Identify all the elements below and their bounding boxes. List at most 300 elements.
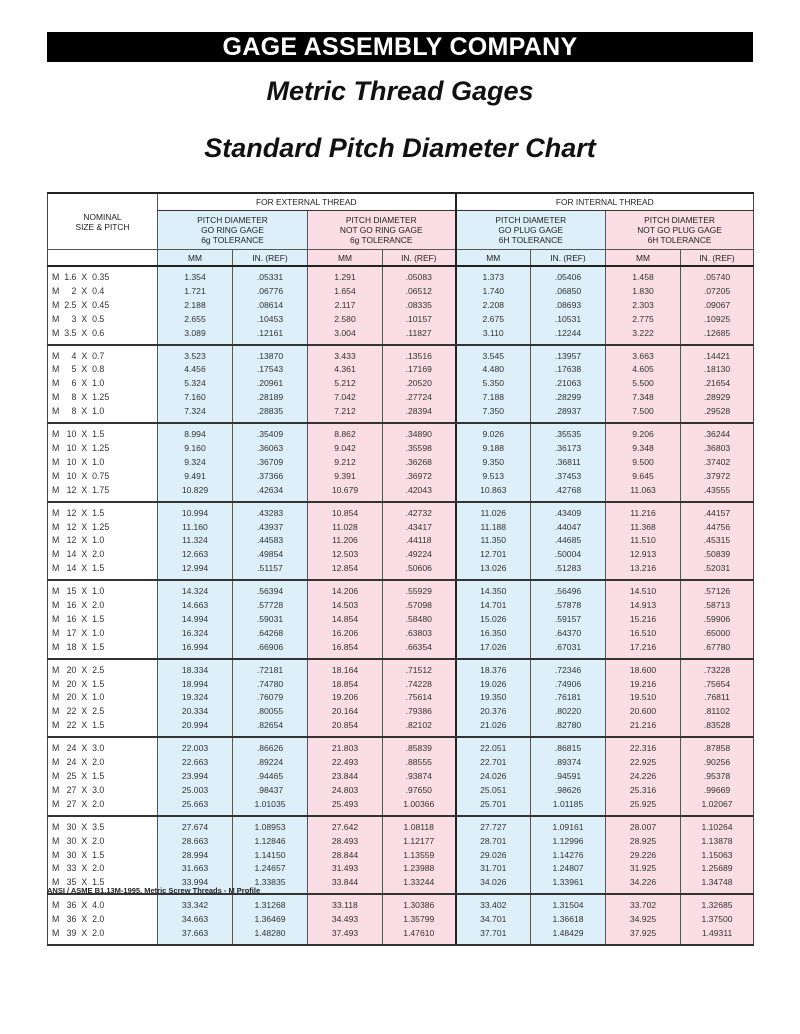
mm-value-cell: 34.701 [456,913,531,927]
mm-value-cell: 13.216 [606,562,681,580]
table-row [48,770,754,784]
table-row [48,627,754,641]
thread-size-cell: M 30 X 3.5 [52,821,105,832]
mm-value-cell: 25.316 [606,784,681,798]
table-row [48,313,754,327]
table-row [48,613,754,627]
mm-value-cell: 16.324 [158,627,233,641]
mm-value-cell: 27.642 [308,816,383,835]
inch-value-cell: .52031 [681,562,754,580]
mm-value-cell: 28.701 [456,835,531,849]
mm-value-cell: 22.701 [456,756,531,770]
thread-size-cell: M 39 X 2.0 [48,927,158,945]
inch-value-cell: .35535 [531,423,606,442]
mm-value-cell: 12.994 [158,562,233,580]
mm-value-cell: 7.212 [308,405,383,423]
mm-value-cell: 1.830 [606,285,681,299]
mm-value-cell: 1.721 [158,285,233,299]
mm-value-cell: 18.376 [456,659,531,678]
inch-value-cell: .10531 [531,313,606,327]
thread-size-cell: M 36 X 2.0 [52,914,105,925]
inch-value-cell: .75654 [681,678,754,692]
inch-value-cell: 1.14276 [531,849,606,863]
mm-value-cell: 9.188 [456,442,531,456]
mm-value-cell: 33.702 [606,894,681,913]
mm-value-cell: 19.510 [606,691,681,705]
inch-value-cell: .90256 [681,756,754,770]
mm-value-cell: 37.925 [606,927,681,945]
inch-value-cell: .37972 [681,470,754,484]
table-row [48,659,754,678]
thread-size-cell: M 18 X 1.5 [48,641,158,659]
inch-value-cell: .07205 [681,285,754,299]
thread-size-cell: M 12 X 1.25 [52,521,110,532]
table-row [48,534,754,548]
inch-value-cell: .44756 [681,521,754,535]
mm-value-cell: 27.727 [456,816,531,835]
inch-value-cell: .49854 [233,548,308,562]
inch-value-cell: .36803 [681,442,754,456]
mm-value-cell: 2.303 [606,299,681,313]
inch-value-cell: .59031 [233,613,308,627]
inch-value-cell: .55929 [383,580,456,599]
thread-size-cell: M 4 X 0.7 [52,350,105,361]
inch-value-cell: .43417 [383,521,456,535]
inch-value-cell: 1.09161 [531,816,606,835]
unit-mm-header: MM [606,250,681,267]
mm-value-cell: 11.206 [308,534,383,548]
mm-value-cell: 23.844 [308,770,383,784]
subtitle: Metric Thread Gages [266,76,534,106]
thread-size-cell: M 6 X 1.0 [52,378,105,389]
mm-value-cell: 11.368 [606,521,681,535]
mm-value-cell: 16.510 [606,627,681,641]
inch-value-cell: .66354 [383,641,456,659]
mm-value-cell: 16.350 [456,627,531,641]
inch-value-cell: .21654 [681,377,754,391]
unit-inch-header: IN. (REF) [531,250,606,267]
mm-value-cell: 11.324 [158,534,233,548]
mm-value-cell: 10.829 [158,484,233,502]
mm-value-cell: 24.803 [308,784,383,798]
table-row [48,798,754,816]
mm-value-cell: 22.051 [456,737,531,756]
inch-value-cell: .10925 [681,313,754,327]
mm-value-cell: 7.324 [158,405,233,423]
gage-group-header-line: PITCH DIAMETER [495,215,567,225]
mm-value-cell: 3.523 [158,345,233,364]
mm-value-cell: 25.663 [158,798,233,816]
inch-value-cell: .05331 [233,266,308,285]
thread-size-cell: M 8 X 1.0 [48,405,158,423]
inch-value-cell: 1.08118 [383,816,456,835]
inch-value-cell: .35598 [383,442,456,456]
inch-value-cell: .50839 [681,548,754,562]
inch-value-cell: 1.48429 [531,927,606,945]
inch-value-cell: .58713 [681,599,754,613]
inch-value-cell: .82780 [531,719,606,737]
nominal-header-line1: NOMINAL [83,211,122,222]
mm-value-cell: 2.775 [606,313,681,327]
inch-value-cell: .28394 [383,405,456,423]
mm-value-cell: 3.089 [158,327,233,345]
mm-value-cell: 4.605 [606,363,681,377]
mm-value-cell: 25.701 [456,798,531,816]
mm-value-cell: 21.026 [456,719,531,737]
mm-value-cell: 10.679 [308,484,383,502]
mm-value-cell: 25.493 [308,798,383,816]
inch-value-cell: .09067 [681,299,754,313]
mm-value-cell: 20.994 [158,719,233,737]
mm-value-cell: 5.350 [456,377,531,391]
inch-value-cell: .37402 [681,456,754,470]
chart-title: Standard Pitch Diameter Chart [204,133,596,163]
inch-value-cell: .85839 [383,737,456,756]
inch-value-cell: .36709 [233,456,308,470]
table-row [48,580,754,599]
inch-value-cell: 1.25689 [681,862,754,876]
mm-value-cell: 9.324 [158,456,233,470]
mm-value-cell: 19.216 [606,678,681,692]
inch-value-cell: 1.48280 [233,927,308,945]
mm-value-cell: 14.503 [308,599,383,613]
mm-value-cell: 3.110 [456,327,531,345]
mm-value-cell: 14.324 [158,580,233,599]
inch-value-cell: .20520 [383,377,456,391]
mm-value-cell: 2.188 [158,299,233,313]
mm-value-cell: 9.391 [308,470,383,484]
inch-value-cell: .50606 [383,562,456,580]
thread-size-cell: M 3.5 X 0.6 [48,327,158,345]
table-row [48,266,754,285]
inch-value-cell: .12244 [531,327,606,345]
gage-group-header-line: NOT GO RING GAGE [339,225,423,235]
inch-value-cell: .28835 [233,405,308,423]
inch-value-cell: .45315 [681,534,754,548]
mm-value-cell: 34.226 [606,876,681,894]
thread-size-cell: M 16 X 2.0 [52,600,105,611]
inch-value-cell: .08335 [383,299,456,313]
thread-size-cell: M 22 X 1.5 [48,719,158,737]
inch-value-cell: .13870 [233,345,308,364]
mm-value-cell: 28.844 [308,849,383,863]
mm-value-cell: 33.118 [308,894,383,913]
inch-value-cell: 1.15063 [681,849,754,863]
table-row [48,484,754,502]
inch-value-cell: 1.02067 [681,798,754,816]
inch-value-cell: 1.30386 [383,894,456,913]
table-row [48,442,754,456]
mm-value-cell: 3.545 [456,345,531,364]
table-row [48,548,754,562]
mm-value-cell: 22.316 [606,737,681,756]
inch-value-cell: .51157 [233,562,308,580]
inch-value-cell: .06512 [383,285,456,299]
inch-value-cell: .20961 [233,377,308,391]
mm-value-cell: 28.663 [158,835,233,849]
inch-value-cell: .89374 [531,756,606,770]
thread-size-cell: M 3 X 0.5 [52,313,105,324]
inch-value-cell: .64268 [233,627,308,641]
thread-size-cell: M 24 X 3.0 [52,743,105,754]
pitch-diameter-table [47,192,754,946]
mm-value-cell: 14.913 [606,599,681,613]
mm-value-cell: 1.291 [308,266,383,285]
gage-group-header [158,211,308,250]
mm-value-cell: 31.663 [158,862,233,876]
gage-group-header-line: GO RING GAGE [201,225,264,235]
mm-value-cell: 14.350 [456,580,531,599]
inch-value-cell: .36268 [383,456,456,470]
inch-value-cell: 1.33244 [383,876,456,894]
mm-value-cell: 11.510 [606,534,681,548]
inch-value-cell: .42634 [233,484,308,502]
table-row [48,562,754,580]
inch-value-cell: 1.12177 [383,835,456,849]
thread-size-cell: M 27 X 3.0 [52,784,105,795]
thread-size-cell: M 12 X 1.75 [48,484,158,502]
inch-value-cell: .36173 [531,442,606,456]
mm-value-cell: 7.350 [456,405,531,423]
mm-value-cell: 9.212 [308,456,383,470]
gage-group-header-line: 6g TOLERANCE [349,235,413,245]
mm-value-cell: 5.212 [308,377,383,391]
thread-size-cell: M 12 X 1.0 [52,535,105,546]
thread-size-cell: M 10 X 1.0 [52,456,105,467]
mm-value-cell: 10.863 [456,484,531,502]
inch-value-cell: .36244 [681,423,754,442]
thread-size-cell: M 24 X 2.0 [52,757,105,768]
unit-inch-header: IN. (REF) [233,250,308,267]
mm-value-cell: 11.216 [606,502,681,521]
thread-size-cell: M 1.6 X 0.35 [52,272,110,282]
inch-value-cell: .12161 [233,327,308,345]
inch-value-cell: .67780 [681,641,754,659]
inch-value-cell: .37453 [531,470,606,484]
table-row [48,521,754,535]
inch-value-cell: .80220 [531,705,606,719]
thread-size-cell: M 16 X 1.5 [52,613,105,624]
thread-size-cell: M 5 X 0.8 [52,364,105,375]
mm-value-cell: 1.458 [606,266,681,285]
mm-value-cell: 2.117 [308,299,383,313]
inch-value-cell: .28299 [531,391,606,405]
inch-value-cell: .57878 [531,599,606,613]
table-row [48,641,754,659]
inch-value-cell: .14421 [681,345,754,364]
unit-inch-header: IN. (REF) [681,250,754,267]
table-row [48,391,754,405]
standard-reference-footnote: ANSI / ASME B1.13M-1995, Metric Screw Threads - M Profile [47,886,261,895]
mm-value-cell: 8.994 [158,423,233,442]
inch-value-cell: .11827 [383,327,456,345]
mm-value-cell: 3.433 [308,345,383,364]
inch-value-cell: .74780 [233,678,308,692]
inch-value-cell: .66906 [233,641,308,659]
gage-group-header [456,211,606,250]
mm-value-cell: 33.994 [158,876,233,894]
inch-value-cell: .10157 [383,313,456,327]
table-row [48,299,754,313]
inch-value-cell: .10453 [233,313,308,327]
mm-value-cell: 2.675 [456,313,531,327]
table-row [48,345,754,364]
inch-value-cell: .98437 [233,784,308,798]
table-row [48,285,754,299]
thread-size-cell: M 20 X 2.5 [52,664,105,675]
thread-size-cell: M 36 X 4.0 [52,900,105,911]
inch-value-cell: .06850 [531,285,606,299]
mm-value-cell: 19.026 [456,678,531,692]
inch-value-cell: .83528 [681,719,754,737]
mm-value-cell: 14.663 [158,599,233,613]
mm-value-cell: 10.994 [158,502,233,521]
thread-size-cell: M 14 X 2.0 [52,549,105,560]
mm-value-cell: 20.600 [606,705,681,719]
table-row [48,849,754,863]
mm-value-cell: 33.402 [456,894,531,913]
mm-value-cell: 15.026 [456,613,531,627]
mm-value-cell: 18.994 [158,678,233,692]
mm-value-cell: 29.226 [606,849,681,863]
mm-value-cell: 9.491 [158,470,233,484]
mm-value-cell: 25.925 [606,798,681,816]
thread-size-cell: M 10 X 1.25 [52,442,110,453]
inch-value-cell: .42768 [531,484,606,502]
mm-value-cell: 13.026 [456,562,531,580]
mm-value-cell: 37.701 [456,927,531,945]
inch-value-cell: .59906 [681,613,754,627]
mm-value-cell: 22.493 [308,756,383,770]
mm-value-cell: 9.348 [606,442,681,456]
inch-value-cell: .57126 [681,580,754,599]
mm-value-cell: 9.645 [606,470,681,484]
inch-value-cell: .89224 [233,756,308,770]
inch-value-cell: 1.31504 [531,894,606,913]
mm-value-cell: 31.493 [308,862,383,876]
inch-value-cell: .98626 [531,784,606,798]
inch-value-cell: .05083 [383,266,456,285]
inch-value-cell: .58480 [383,613,456,627]
inch-value-cell: 1.37500 [681,913,754,927]
inch-value-cell: .44118 [383,534,456,548]
mm-value-cell: 3.222 [606,327,681,345]
inch-value-cell: 1.24657 [233,862,308,876]
mm-value-cell: 4.361 [308,363,383,377]
unit-mm-header: MM [456,250,531,267]
inch-value-cell: .76181 [531,691,606,705]
table-row [48,678,754,692]
inch-value-cell: .94591 [531,770,606,784]
inch-value-cell: .82654 [233,719,308,737]
inch-value-cell: .63803 [383,627,456,641]
mm-value-cell: 20.376 [456,705,531,719]
inch-value-cell: .80055 [233,705,308,719]
table-row [48,927,754,945]
mm-value-cell: 7.348 [606,391,681,405]
mm-value-cell: 28.925 [606,835,681,849]
mm-value-cell: 18.164 [308,659,383,678]
mm-value-cell: 11.188 [456,521,531,535]
mm-value-cell: 12.701 [456,548,531,562]
mm-value-cell: 9.042 [308,442,383,456]
inch-value-cell: .75614 [383,691,456,705]
inch-value-cell: .95378 [681,770,754,784]
thread-size-cell: M 15 X 1.0 [52,586,105,597]
mm-value-cell: 23.994 [158,770,233,784]
inch-value-cell: 1.24807 [531,862,606,876]
mm-value-cell: 9.160 [158,442,233,456]
inch-value-cell: .28929 [681,391,754,405]
thread-size-cell: M 27 X 2.0 [48,798,158,816]
mm-value-cell: 1.373 [456,266,531,285]
inch-value-cell: .44157 [681,502,754,521]
inch-value-cell: .36811 [531,456,606,470]
internal-thread-header: FOR INTERNAL THREAD [456,193,754,211]
inch-value-cell: 1.23988 [383,862,456,876]
table-row [48,719,754,737]
inch-value-cell: .44685 [531,534,606,548]
mm-value-cell: 14.994 [158,613,233,627]
inch-value-cell: .49224 [383,548,456,562]
mm-value-cell: 4.456 [158,363,233,377]
inch-value-cell: 1.49311 [681,927,754,945]
inch-value-cell: .13516 [383,345,456,364]
mm-value-cell: 24.226 [606,770,681,784]
mm-value-cell: 12.503 [308,548,383,562]
thread-size-cell: M 25 X 1.5 [52,771,105,781]
table-row [48,405,754,423]
table-row [48,835,754,849]
thread-size-cell: M 8 X 1.25 [52,392,110,403]
table-row [48,327,754,345]
inch-value-cell: .13957 [531,345,606,364]
inch-value-cell: .72346 [531,659,606,678]
inch-value-cell: .64370 [531,627,606,641]
inch-value-cell: 1.14150 [233,849,308,863]
thread-size-cell: M 30 X 2.0 [52,835,105,846]
mm-value-cell: 22.003 [158,737,233,756]
inch-value-cell: .27724 [383,391,456,405]
mm-value-cell: 11.028 [308,521,383,535]
thread-size-cell: M 17 X 1.0 [52,627,105,638]
table-row [48,456,754,470]
mm-value-cell: 37.493 [308,927,383,945]
table-row [48,756,754,770]
thread-size-cell: M 33 X 2.0 [52,863,105,874]
mm-value-cell: 8.862 [308,423,383,442]
inch-value-cell: 1.08953 [233,816,308,835]
inch-value-cell: .56496 [531,580,606,599]
mm-value-cell: 37.663 [158,927,233,945]
table-row [48,913,754,927]
inch-value-cell: .28937 [531,405,606,423]
table-row [48,599,754,613]
mm-value-cell: 2.580 [308,313,383,327]
inch-value-cell: .57098 [383,599,456,613]
mm-value-cell: 31.925 [606,862,681,876]
gage-group-header-line: GO PLUG GAGE [498,225,564,235]
mm-value-cell: 34.493 [308,913,383,927]
mm-value-cell: 5.324 [158,377,233,391]
inch-value-cell: .18130 [681,363,754,377]
inch-value-cell: .71512 [383,659,456,678]
mm-value-cell: 11.026 [456,502,531,521]
thread-size-cell: M 10 X 1.5 [52,429,105,440]
inch-value-cell: .42732 [383,502,456,521]
mm-value-cell: 25.003 [158,784,233,798]
inch-value-cell: 1.32685 [681,894,754,913]
